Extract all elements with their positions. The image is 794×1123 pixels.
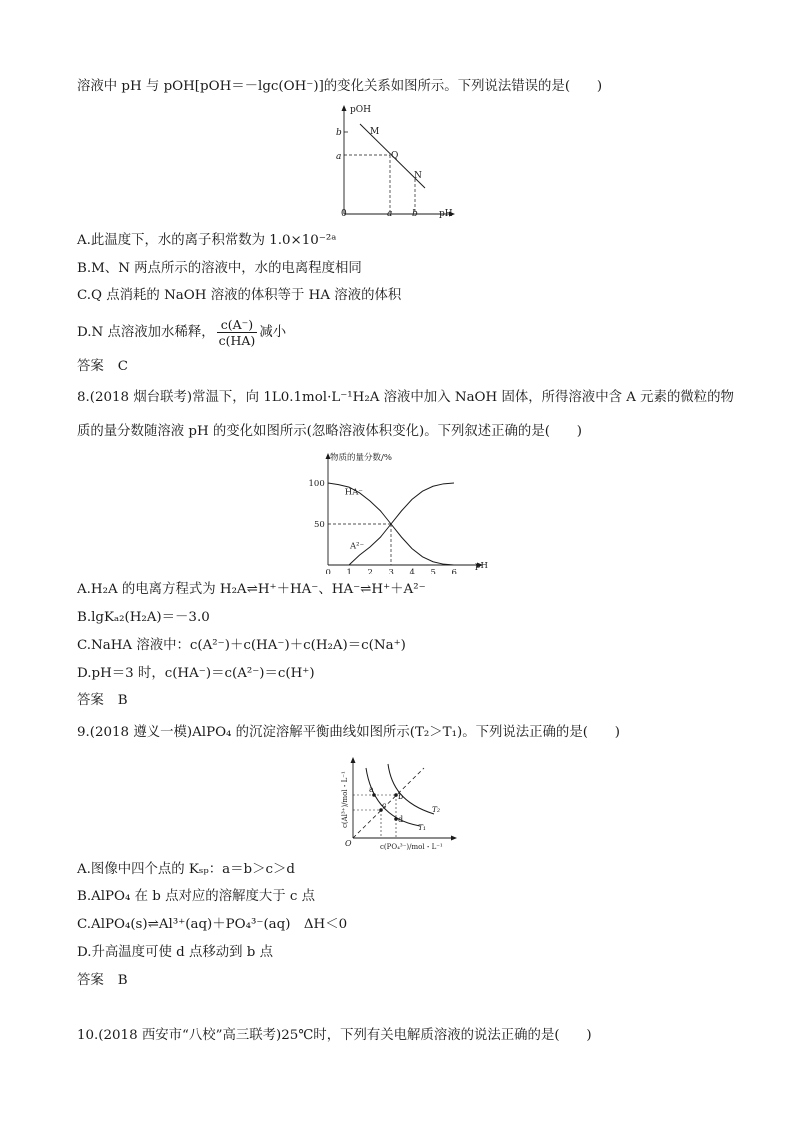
q8-ytick-50: 50 <box>314 520 325 530</box>
q8-answer <box>77 692 128 710</box>
q9-option-a: A.图像中四个点的 Kₛₚ：a＝b＞c＞d <box>77 862 295 877</box>
q8-xlabel: pH <box>475 561 488 571</box>
q9-diagonal <box>353 768 427 838</box>
q7-frac-num: c(A⁻) <box>217 317 258 333</box>
q7-ylabel: pOH <box>350 105 371 115</box>
q9-label-T1: T₁ <box>418 823 427 832</box>
q8-chart <box>300 448 500 574</box>
q7-point-M: M <box>370 127 380 137</box>
q9-label-c: c <box>382 801 387 810</box>
q9-option-b: B.AlPO₄ 在 b 点对应的溶解度大于 c 点 <box>77 889 316 904</box>
q7-origin: 0 <box>341 209 347 219</box>
q7-ytick-a: a <box>336 152 342 162</box>
q8-xtick-2: 2 <box>367 568 373 574</box>
q9-option-c: C.AlPO₄(s)⇌Al³⁺(aq)＋PO₄³⁻(aq) ΔH＜0 <box>77 917 348 932</box>
q8-xtick-0: 0 <box>325 568 331 574</box>
q9-ylabel: c(Al³⁺)/mol・L⁻¹ <box>341 771 349 828</box>
q7-answer-value: C <box>117 359 129 374</box>
q8-ylabel: 物质的量分数/% <box>330 453 392 463</box>
q7-option-d-fraction <box>217 317 258 348</box>
q9-curve-T2 <box>388 764 434 814</box>
q8-option-d: D.pH＝3 时，c(HA⁻)＝c(A²⁻)＝c(H⁺) <box>77 666 315 681</box>
q8-xtick-1: 1 <box>346 568 352 574</box>
q8-xtick-5: 5 <box>430 568 436 574</box>
q9-label-b: b <box>398 792 404 801</box>
q9-label-d: d <box>398 815 404 824</box>
q7-frac-den: c(HA) <box>218 333 256 348</box>
q8-option-b: B.lgKₐ₂(H₂A)＝－3.0 <box>77 610 210 625</box>
q9-origin: O <box>345 839 352 848</box>
q7-option-b: B.M、N 两点所示的溶液中，水的电离程度相同 <box>77 261 362 276</box>
q10-stem: 10.(2018 西安市“八校”高三联考)25℃时，下列有关电解质溶液的说法正确的是( ) <box>77 1028 592 1043</box>
q7-figure <box>328 102 468 222</box>
q9-stem: 9.(2018 遵义一模)AlPO₄ 的沉淀溶解平衡曲线如图所示(T₂＞T₁)。下列说法正确的是( ) <box>77 725 620 740</box>
q7-option-a: A.此温度下，水的离子积常数为 1.0×10⁻²ᵃ <box>77 233 337 248</box>
q9-xlabel: c(PO₄³⁻)/mol・L⁻¹ <box>380 843 443 851</box>
q7-point-Q: Q <box>391 151 399 161</box>
q9-label-a: a <box>369 785 374 794</box>
q8-series-0-label: HA⁻ <box>344 487 363 498</box>
q8-stem-line1: 8.(2018 烟台联考)常温下，向 1L0.1mol·L⁻¹H₂A 溶液中加入 NaOH 固体，所得溶液中含 A 元素的微粒的物 <box>77 390 734 405</box>
q7-option-c: C.Q 点消耗的 NaOH 溶液的体积等于 HA 溶液的体积 <box>77 288 402 303</box>
q7-ytick-b: b <box>336 128 342 138</box>
q9-answer-label: 答案 <box>77 973 104 988</box>
q8-ytick-100: 100 <box>308 479 325 489</box>
q7-xtick-b: b <box>412 209 418 219</box>
q7-xlabel: pH <box>439 209 453 219</box>
q7-xtick-a: a <box>387 209 393 219</box>
q8-answer-label: 答案 <box>77 693 104 708</box>
q8-xtick-3: 3 <box>388 568 394 574</box>
q8-option-c: C.NaHA 溶液中：c(A²⁻)＋c(HA⁻)＋c(H₂A)＝c(Na⁺) <box>77 638 406 653</box>
q7-option-d <box>77 316 286 350</box>
q8-xtick-6: 6 <box>451 568 457 574</box>
q9-figure <box>336 754 466 852</box>
q8-series-1-label: A²⁻ <box>350 541 365 552</box>
q7-point-N: N <box>414 171 422 181</box>
q8-xtick-4: 4 <box>409 568 415 574</box>
q9-label-T2: T₂ <box>432 805 441 814</box>
q8-stem-line2: 质的量分数随溶液 pH 的变化如图所示(忽略溶液体积变化)。下列叙述正确的是( ) <box>77 424 582 439</box>
q7-option-d-text: D.N 点溶液加水稀释， <box>77 325 215 340</box>
q7-option-d-suffix: 减小 <box>259 325 287 340</box>
q8-option-a: A.H₂A 的电离方程式为 H₂A⇌H⁺＋HA⁻、HA⁻⇌H⁺＋A²⁻ <box>77 582 426 597</box>
q9-answer-value: B <box>117 973 128 988</box>
q7-answer-label: 答案 <box>77 359 104 374</box>
q8-answer-value: B <box>117 693 128 708</box>
q9-option-d: D.升高温度可使 d 点移动到 b 点 <box>77 945 273 960</box>
q7-stem: 溶液中 pH 与 pOH[pOH＝－lgc(OH⁻)]的变化关系如图所示。下列说法错误的是( ) <box>77 79 603 94</box>
q9-answer <box>77 972 128 990</box>
q7-answer <box>77 358 128 376</box>
